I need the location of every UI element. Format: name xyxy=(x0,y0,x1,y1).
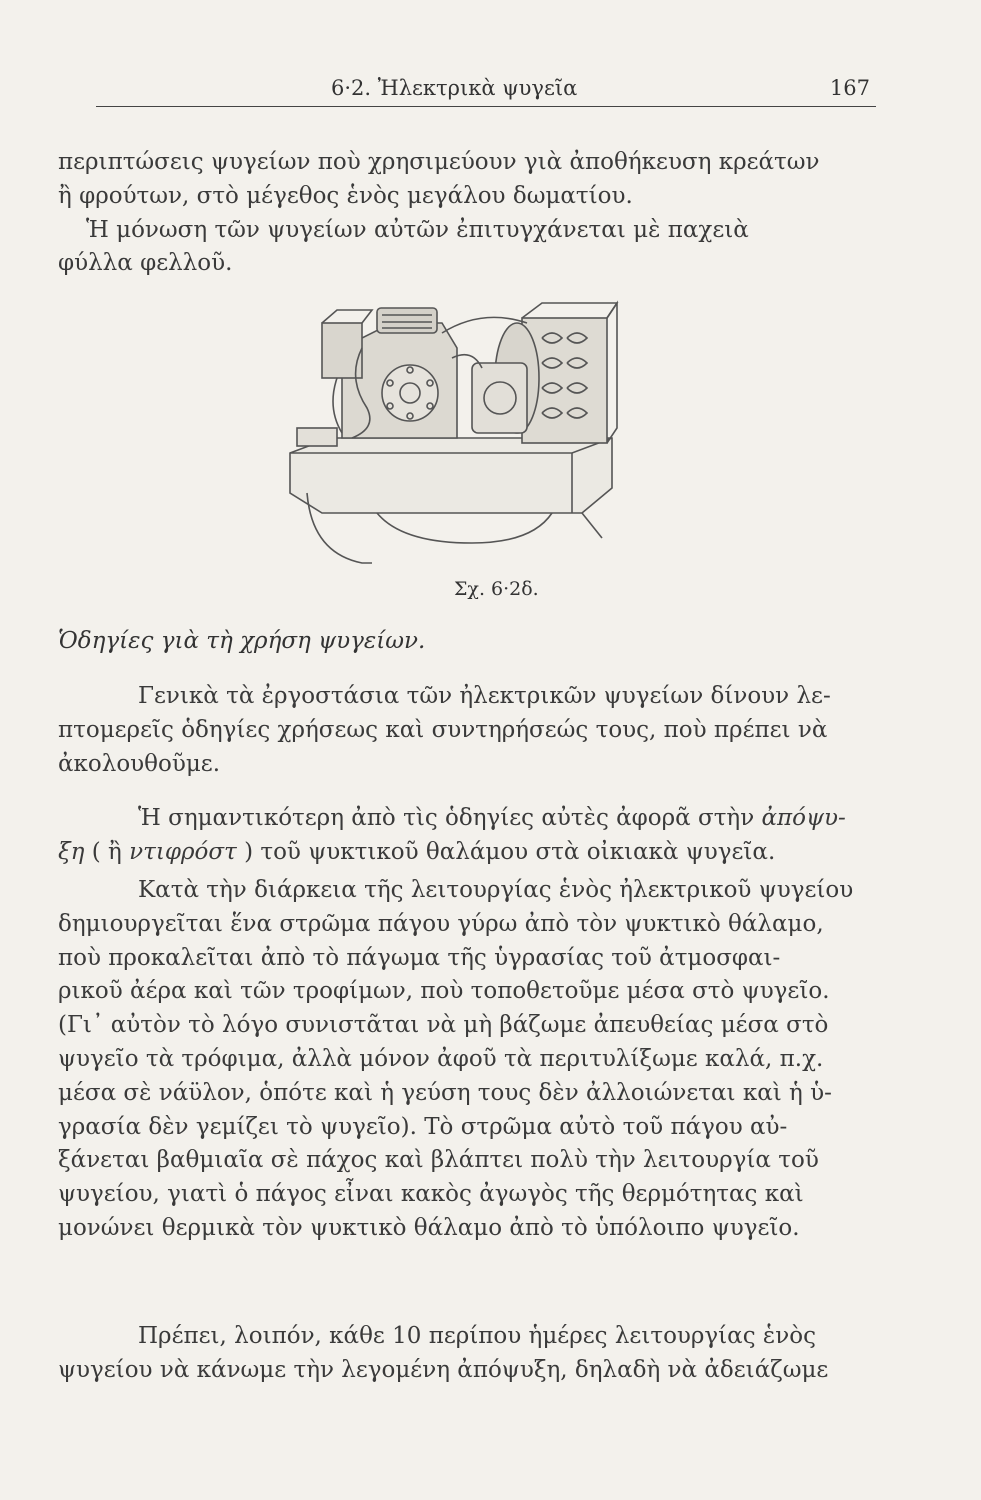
page-header xyxy=(96,70,876,107)
text-line xyxy=(58,836,878,870)
text-line: ψυγεῖο τὰ τρόφιμα, ἀλλὰ μόνον ἀφοῦ τὰ περιτυλίξωμε καλά, π.χ. xyxy=(58,1045,824,1072)
running-title: 6·2. Ἠλεκτρικὰ ψυγεῖα xyxy=(331,76,578,100)
refrigeration-compressor-unit-illustration xyxy=(282,288,637,578)
text-line: Ἡ μόνωση τῶν ψυγείων αὐτῶν ἐπιτυγχάνεται μὲ παχειὰ xyxy=(86,216,749,243)
text-line: μέσα σὲ νάϋλον, ὁπότε καὶ ἡ γεύση τους δὲν ἀλλοιώνεται καὶ ἡ ὑ- xyxy=(58,1079,832,1106)
text-line: ποὺ προκαλεῖται ἀπὸ τὸ πάγωμα τῆς ὑγρασίας τοῦ ἀτμοσφαι- xyxy=(58,944,781,971)
text-span: Ἡ σημαντικότερη ἀπὸ τὶς ὁδηγίες αὐτὲς ἀφορᾶ στὴν xyxy=(138,805,762,831)
term-apopsyxi: ἀπόψυ- xyxy=(761,805,846,831)
text-line: ξάνεται βαθμιαῖα σὲ πάχος καὶ βλάπτει πολὺ τὴν λειτουργία τοῦ xyxy=(58,1147,819,1174)
text-line: Κατὰ τὴν διάρκεια τῆς λειτουργίας ἑνὸς ἠλεκτρικοῦ ψυγείου xyxy=(138,877,854,903)
text-line: περιπτώσεις ψυγείων ποὺ χρησιμεύουν γιὰ ἀποθήκευση κρεάτων xyxy=(58,149,820,175)
term-defrost: ντιφρόστ xyxy=(129,838,237,865)
text-line: ρικοῦ ἀέρα καὶ τῶν τροφίμων, ποὺ τοποθετοῦμε μέσα στὸ ψυγεῖο. xyxy=(58,978,830,1005)
text-line: (Γι᾽ αὐτὸν τὸ λόγο συνιστᾶται νὰ μὴ βάζωμε ἀπευθείας μέσα στὸ xyxy=(58,1012,829,1039)
text-line: ψυγείου νὰ κάνωμε τὴν λεγομένη ἀπόψυξη, δηλαδὴ νὰ ἀδειάζωμε xyxy=(58,1356,829,1383)
text-line: ψυγείου, γιατὶ ὁ πάγος εἶναι κακὸς ἀγωγὸς τῆς θερμότητας καὶ xyxy=(58,1181,804,1208)
text-line: μονώνει θερμικὰ τὸν ψυκτικὸ θάλαμο ἀπὸ τὸ ὑπόλοιπο ψυγεῖο. xyxy=(58,1214,800,1241)
intro-paragraph xyxy=(58,146,878,281)
text-line: δημιουργεῖται ἕνα στρῶμα πάγου γύρω ἀπὸ τὸν ψυκτικὸ θάλαμο, xyxy=(58,910,824,937)
compressor-unit-figure xyxy=(282,288,637,578)
figure-caption: Σχ. 6·2δ. xyxy=(454,578,539,600)
paragraph-1 xyxy=(58,680,878,781)
paragraph-2 xyxy=(58,802,878,870)
text-span: ) τοῦ ψυκτικοῦ θαλάμου στὰ οἰκιακὰ ψυγεῖα. xyxy=(236,838,776,865)
text-line: Πρέπει, λοιπόν, κάθε 10 περίπου ἡμέρες λειτουργίας ἑνὸς xyxy=(138,1323,816,1349)
section-heading: Ὁδηγίες γιὰ τὴ χρήση ψυγείων. xyxy=(58,628,426,654)
text-line: γρασία δὲν γεμίζει τὸ ψυγεῖο). Τὸ στρῶμα αὐτὸ τοῦ πάγου αὐ- xyxy=(58,1113,788,1140)
text-span: ( ἢ xyxy=(84,838,130,865)
text-line xyxy=(58,802,878,836)
text-line: φύλλα φελλοῦ. xyxy=(58,250,233,277)
page-number: 167 xyxy=(829,76,870,100)
term-apopsyxi-end: ξη xyxy=(58,838,85,865)
text-line: πτομερεῖς ὁδηγίες χρήσεως καὶ συντηρήσεώς τους, ποὺ πρέπει νὰ xyxy=(58,716,828,743)
text-line: ἢ φρούτων, στὸ μέγεθος ἑνὸς μεγάλου δωματίου. xyxy=(58,182,633,209)
text-line: ἀκολουθοῦμε. xyxy=(58,750,221,777)
paragraph-3 xyxy=(58,874,878,1246)
paragraph-4 xyxy=(58,1320,878,1388)
text-line: Γενικὰ τὰ ἐργοστάσια τῶν ἠλεκτρικῶν ψυγείων δίνουν λε- xyxy=(138,683,831,709)
